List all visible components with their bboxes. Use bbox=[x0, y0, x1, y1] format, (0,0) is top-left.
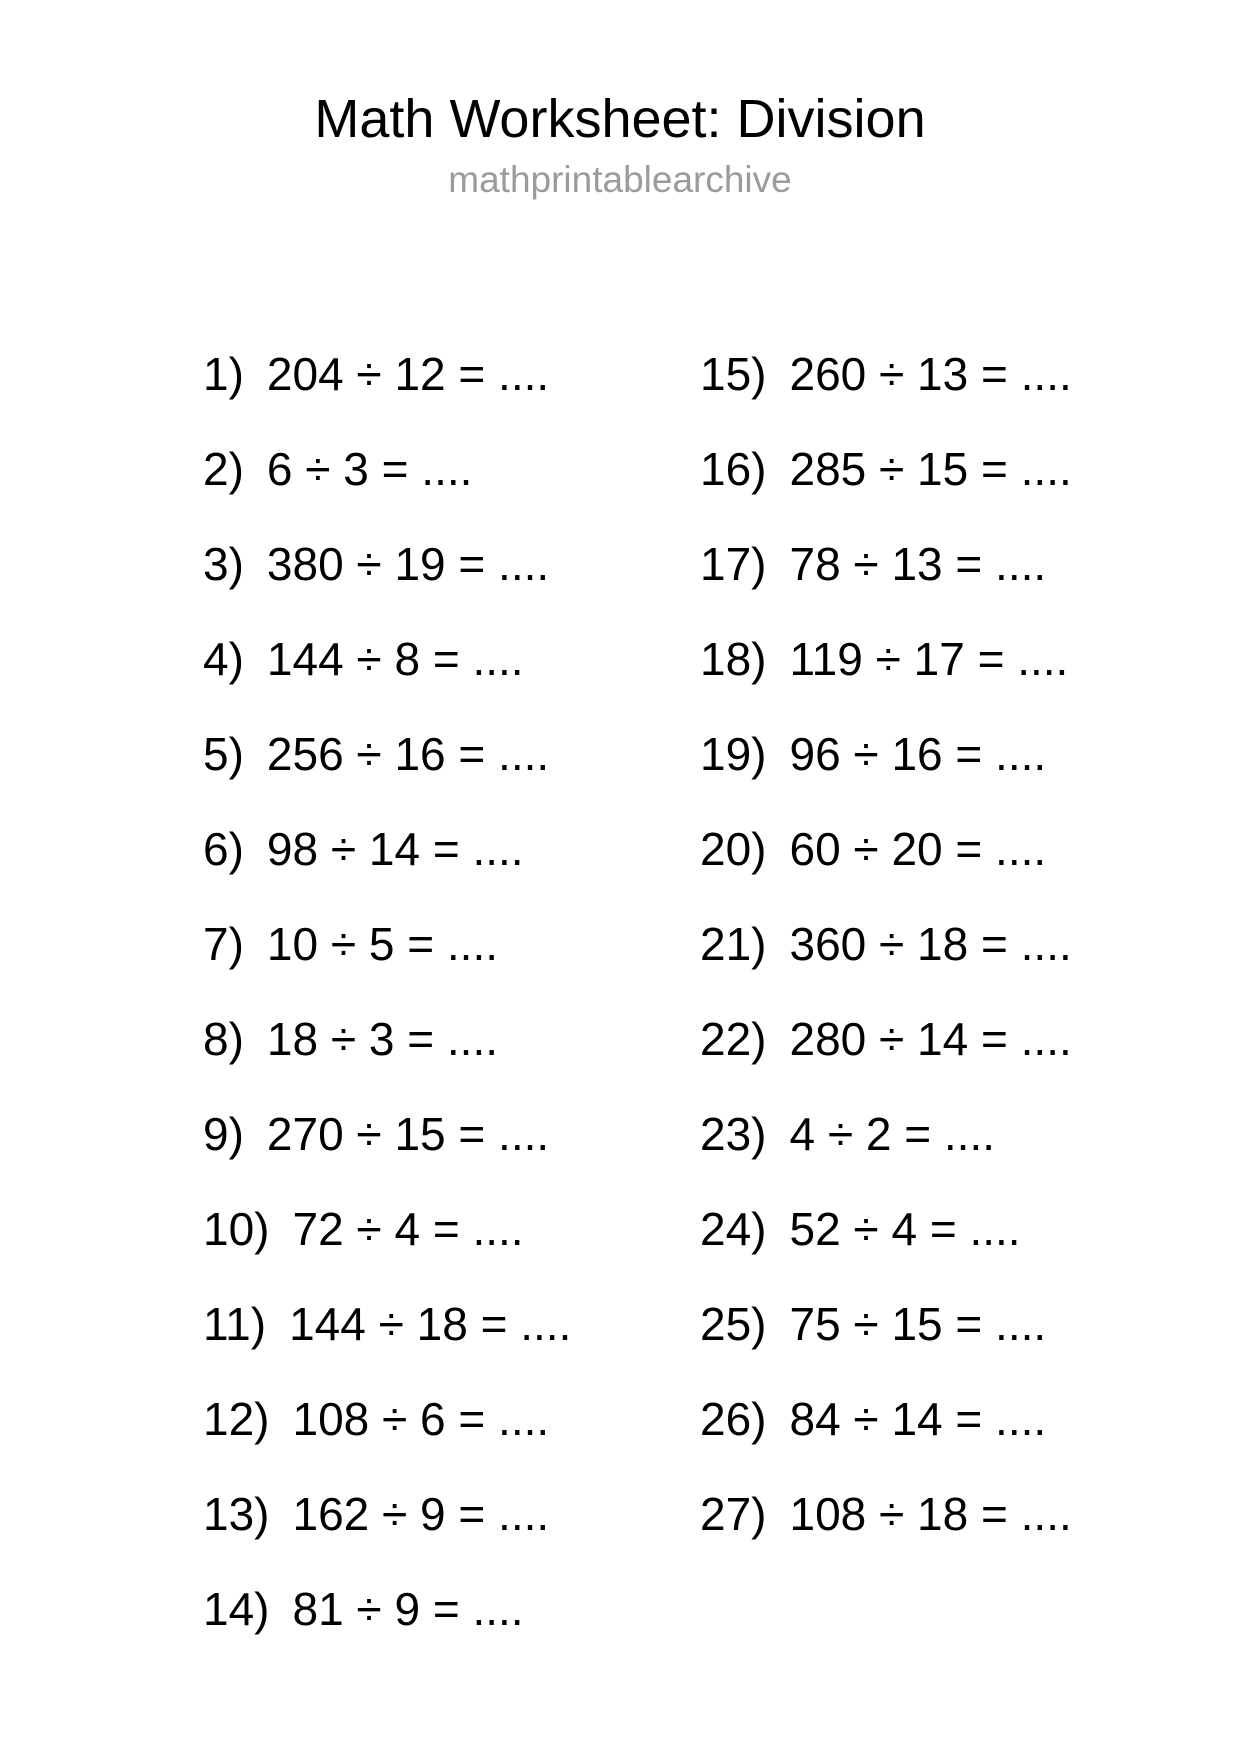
problems-grid bbox=[0, 326, 1240, 1666]
problem-expression: 270 ÷ 15 = .... bbox=[266, 1107, 550, 1160]
problem-row bbox=[700, 611, 1072, 706]
problem-row bbox=[700, 706, 1072, 801]
problem-expression: 81 ÷ 9 = .... bbox=[292, 1582, 524, 1635]
problem-number: 7) bbox=[203, 917, 244, 970]
problem-number: 6) bbox=[203, 822, 244, 875]
problem-expression: 72 ÷ 4 = .... bbox=[292, 1202, 524, 1255]
problem-expression: 256 ÷ 16 = .... bbox=[266, 727, 550, 780]
page-title: Math Worksheet: Division bbox=[314, 89, 926, 149]
problem-number: 17) bbox=[700, 537, 767, 590]
problem-number: 20) bbox=[700, 822, 767, 875]
problem-row bbox=[203, 706, 571, 801]
problem-number: 23) bbox=[700, 1107, 767, 1160]
problem-expression: 96 ÷ 16 = .... bbox=[789, 727, 1047, 780]
problem-row bbox=[700, 1276, 1072, 1371]
problem-number: 9) bbox=[203, 1107, 244, 1160]
problem-number: 5) bbox=[203, 727, 244, 780]
problem-expression: 204 ÷ 12 = .... bbox=[266, 347, 550, 400]
problem-row bbox=[203, 421, 571, 516]
problem-expression: 380 ÷ 19 = .... bbox=[266, 537, 550, 590]
problems-column-left bbox=[203, 326, 571, 1656]
problem-number: 8) bbox=[203, 1012, 244, 1065]
problem-row bbox=[203, 1276, 571, 1371]
problem-number: 15) bbox=[700, 347, 767, 400]
problem-number: 21) bbox=[700, 917, 767, 970]
page-subtitle: mathprintablearchive bbox=[448, 159, 792, 201]
problem-expression: 108 ÷ 18 = .... bbox=[789, 1487, 1072, 1540]
problem-number: 12) bbox=[203, 1392, 270, 1445]
problem-number: 19) bbox=[700, 727, 767, 780]
problem-expression: 4 ÷ 2 = .... bbox=[789, 1107, 996, 1160]
problem-row bbox=[203, 896, 571, 991]
problem-row bbox=[700, 1466, 1072, 1561]
problem-expression: 260 ÷ 13 = .... bbox=[789, 347, 1072, 400]
problem-number: 4) bbox=[203, 632, 244, 685]
problem-number: 1) bbox=[203, 347, 244, 400]
problem-expression: 18 ÷ 3 = .... bbox=[266, 1012, 499, 1065]
problem-row bbox=[700, 896, 1072, 991]
problem-expression: 6 ÷ 3 = .... bbox=[266, 442, 473, 495]
problem-expression: 78 ÷ 13 = .... bbox=[789, 537, 1047, 590]
problem-expression: 285 ÷ 15 = .... bbox=[789, 442, 1072, 495]
problem-number: 16) bbox=[700, 442, 767, 495]
problem-expression: 60 ÷ 20 = .... bbox=[789, 822, 1047, 875]
problem-expression: 98 ÷ 14 = .... bbox=[266, 822, 524, 875]
problem-number: 22) bbox=[700, 1012, 767, 1065]
problem-row bbox=[203, 326, 571, 421]
problem-row bbox=[203, 1086, 571, 1181]
problem-row bbox=[203, 611, 571, 706]
problem-number: 11) bbox=[203, 1297, 267, 1350]
problem-expression: 280 ÷ 14 = .... bbox=[789, 1012, 1072, 1065]
problem-expression: 144 ÷ 8 = .... bbox=[266, 632, 524, 685]
problem-number: 24) bbox=[700, 1202, 767, 1255]
problem-row bbox=[203, 1181, 571, 1276]
problem-expression: 75 ÷ 15 = .... bbox=[789, 1297, 1047, 1350]
problem-row bbox=[700, 1181, 1072, 1276]
problem-row bbox=[203, 516, 571, 611]
problem-expression: 10 ÷ 5 = .... bbox=[266, 917, 499, 970]
problem-expression: 108 ÷ 6 = .... bbox=[292, 1392, 550, 1445]
problem-expression: 119 ÷ 17 = .... bbox=[789, 632, 1069, 685]
problem-number: 13) bbox=[203, 1487, 270, 1540]
worksheet-header bbox=[0, 88, 1240, 201]
problem-number: 25) bbox=[700, 1297, 767, 1350]
problems-column-right bbox=[700, 326, 1072, 1561]
problem-row bbox=[700, 326, 1072, 421]
problem-expression: 84 ÷ 14 = .... bbox=[789, 1392, 1047, 1445]
problem-expression: 52 ÷ 4 = .... bbox=[789, 1202, 1021, 1255]
problem-row bbox=[700, 801, 1072, 896]
problem-number: 27) bbox=[700, 1487, 767, 1540]
problem-expression: 144 ÷ 18 = .... bbox=[289, 1297, 572, 1350]
problem-number: 2) bbox=[203, 442, 244, 495]
problem-number: 10) bbox=[203, 1202, 270, 1255]
problem-row bbox=[700, 421, 1072, 516]
problem-row bbox=[203, 1561, 571, 1656]
problem-row bbox=[203, 991, 571, 1086]
problem-number: 3) bbox=[203, 537, 244, 590]
problem-row bbox=[700, 1086, 1072, 1181]
problem-number: 14) bbox=[203, 1582, 270, 1635]
problem-number: 26) bbox=[700, 1392, 767, 1445]
problem-expression: 360 ÷ 18 = .... bbox=[789, 917, 1072, 970]
problem-row bbox=[700, 516, 1072, 611]
problem-number: 18) bbox=[700, 632, 767, 685]
problem-row bbox=[203, 1371, 571, 1466]
problem-row bbox=[700, 991, 1072, 1086]
problem-expression: 162 ÷ 9 = .... bbox=[292, 1487, 550, 1540]
problem-row bbox=[203, 1466, 571, 1561]
problem-row bbox=[203, 801, 571, 896]
problem-row bbox=[700, 1371, 1072, 1466]
